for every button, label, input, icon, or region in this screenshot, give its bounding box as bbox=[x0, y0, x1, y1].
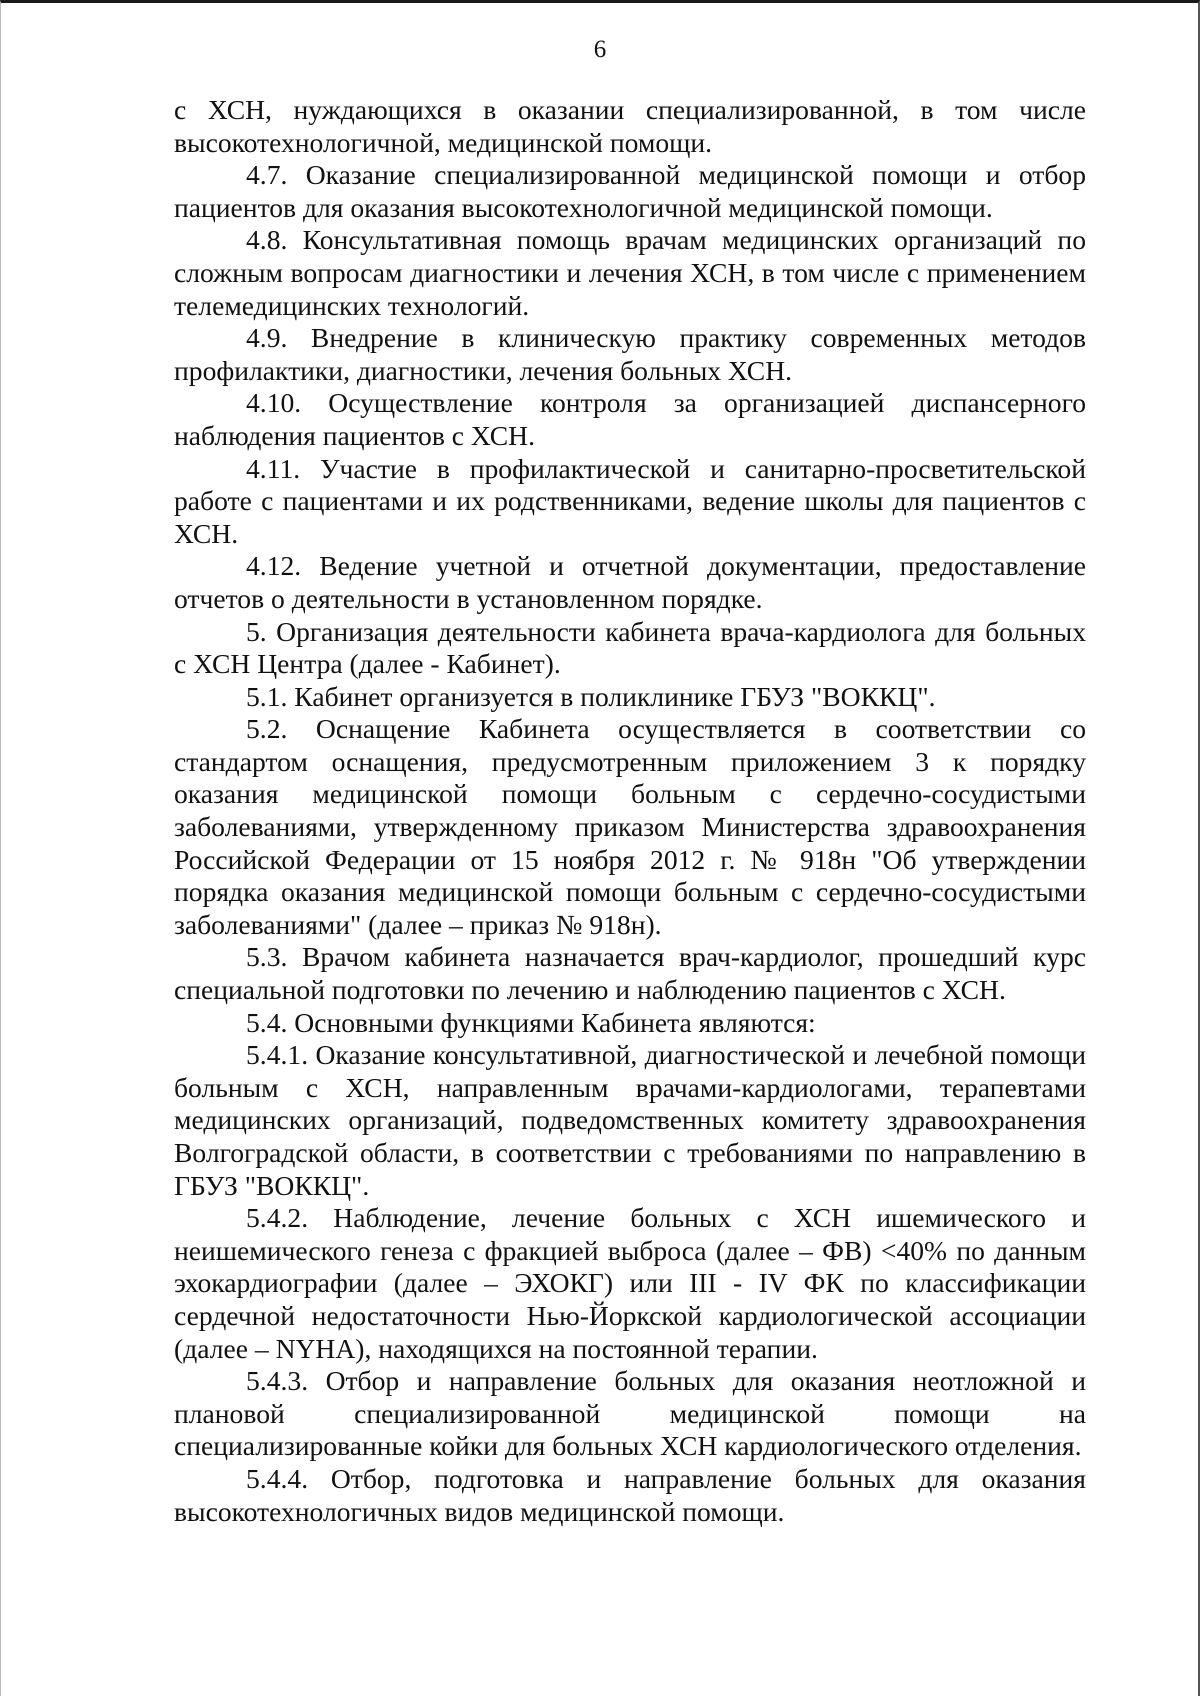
paragraph-4-7: 4.7. Оказание специализированной медицинской помощи и отбор пациентов для оказания высокотехнологичной медицинской помощи. bbox=[174, 159, 1086, 223]
paragraph-continuation: с ХСН, нуждающихся в оказании специализированной, в том числе высокотехнологичной, медицинской помощи. bbox=[174, 94, 1086, 158]
paragraph-4-11: 4.11. Участие в профилактической и санитарно-просветительской работе с пациентами и их родственниками, ведение школы для пациентов с ХСН. bbox=[174, 452, 1086, 549]
paragraph-5-4-1: 5.4.1. Оказание консультативной, диагностической и лечебной помощи больным с ХСН, направленным врачами-кардиологами, терапевтами медицинских организаций, подведомственных комитету здравоохранения Волгоградской области, в соответствии с требованиями по направлению в ГБУЗ "ВОККЦ". bbox=[174, 1039, 1086, 1201]
paragraph-5: 5. Организация деятельности кабинета врача-кардиолога для больных с ХСН Центра (далее - Кабинет). bbox=[174, 615, 1086, 680]
paragraph-5-1: 5.1. Кабинет организуется в поликлинике ГБУЗ "ВОККЦ". bbox=[246, 680, 936, 712]
paragraph-4-12: 4.12. Ведение учетной и отчетной документации, предоставление отчетов о деятельности в установленном порядке. bbox=[174, 550, 1086, 614]
paragraph-5-4-3: 5.4.3. Отбор и направление больных для оказания неотложной и плановой специализированной медицинской помощи на специализированные койки для больных ХСН кардиологического отделения. bbox=[174, 1365, 1086, 1462]
paragraph-4-10: 4.10. Осуществление контроля за организацией диспансерного наблюдения пациентов с ХСН. bbox=[174, 387, 1086, 451]
paragraph-5-3: 5.3. Врачом кабинета назначается врач-кардиолог, прошедший курс специальной подготовки по лечению и наблюдению пациентов с ХСН. bbox=[174, 941, 1086, 1006]
document-body bbox=[174, 94, 1086, 1528]
paragraph-5-4: 5.4. Основными функциями Кабинета являются: bbox=[246, 1006, 816, 1038]
paragraph-5-4-4: 5.4.4. Отбор, подготовка и направление больных для оказания высокотехнологичных видов медицинской помощи. bbox=[174, 1462, 1086, 1527]
page-number: 6 bbox=[593, 36, 607, 63]
paragraph-5-4-2: 5.4.2. Наблюдение, лечение больных с ХСН ишемического и неишемического генеза с фракцией выброса (далее – ФВ) <40% по данным эхокардиографии (далее – ЭХОКГ) или III - IV ФК по классификации сердечной недостаточности Нью-Йоркской кардиологической ассоциации (далее – NYHA), находящихся на постоянной терапии. bbox=[174, 1202, 1086, 1364]
paragraph-4-9: 4.9. Внедрение в клиническую практику современных методов профилактики, диагностики, лечения больных ХСН. bbox=[174, 322, 1086, 386]
paragraph-4-8: 4.8. Консультативная помощь врачам медицинских организаций по сложным вопросам диагностики и лечения ХСН, в том числе с применением телемедицинских технологий. bbox=[174, 224, 1086, 321]
paragraph-5-2: 5.2. Оснащение Кабинета осуществляется в соответствии со стандартом оснащения, предусмотренным приложением 3 к порядку оказания медицинской помощи больным с сердечно-сосудистыми заболеваниями, утвержденному приказом Министерства здравоохранения Российской Федерации от 15 ноября 2012 г. № 918н "Об утверждении порядка оказания медицинской помощи больным с сердечно-сосудистыми заболеваниями" (далее – приказ № 918н). bbox=[174, 713, 1086, 940]
